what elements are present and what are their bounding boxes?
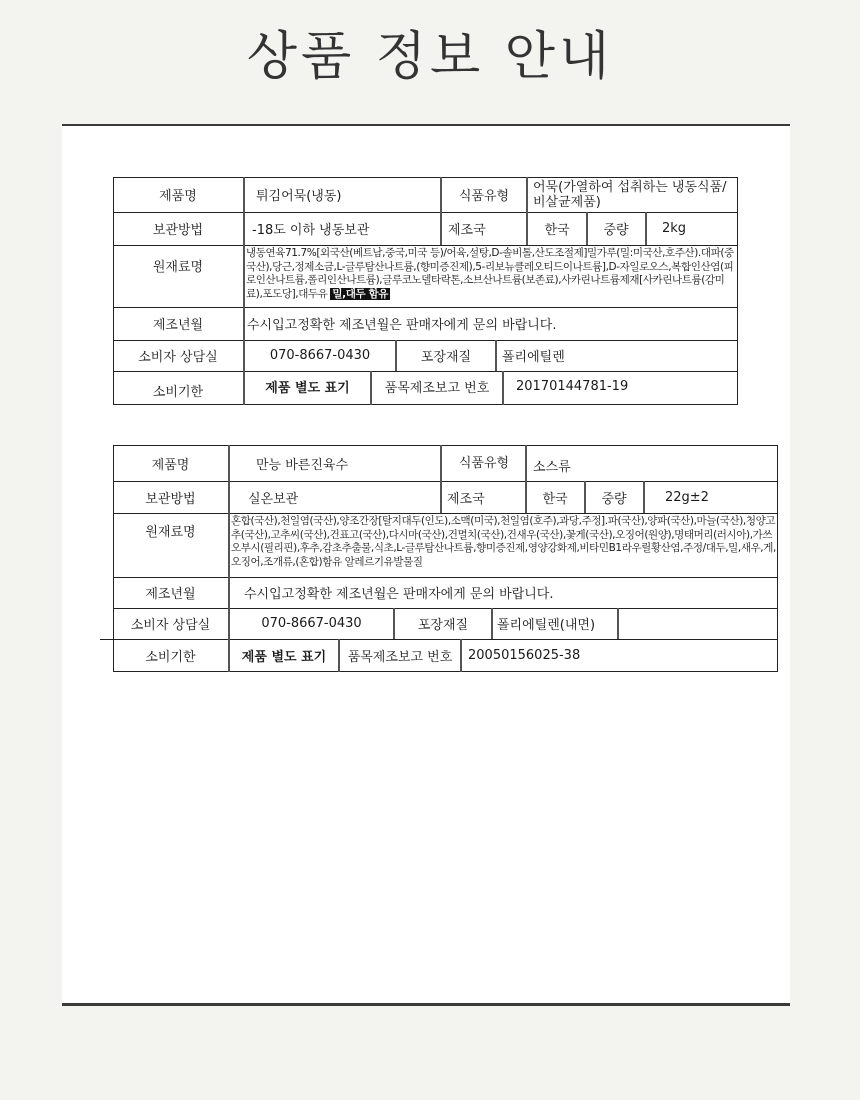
ingredients-text: 냉동연육71.7%[외국산(베트남,중국,미국 등)/어육,설탕,D-솔비톨,산도조절제]밀가루(밀:미국산,호주산).대파(중국산),당근,정제소금,L-글루탐산나트륨,(향미증진제),5-리보뉴클레오티드이나트륨],D-자일로오스,복합인산염(피로인산나트륨,폴리인산나트륨),글루코노델타락톤,소브산나트륨(보존료),사카린나트륨제재[사카린나트륨(감미료),포도당],대두유 — [246, 247, 734, 300]
value-expiry: 제품 별도 표기 — [265, 380, 350, 396]
label-origin-country: 제조국 — [447, 491, 485, 507]
label-consumer-center: 소비자 상담실 — [138, 350, 218, 365]
label-report-no: 품목제조보고 번호 — [384, 380, 490, 396]
value-product-name: 만능 바른진육수 — [256, 457, 349, 473]
label-product-name: 제품명 — [159, 189, 197, 204]
label-weight: 중량 — [601, 491, 627, 507]
label-food-type: 식품유형 — [458, 455, 510, 471]
label-origin-country: 제조국 — [448, 223, 486, 238]
label-expiry: 소비기한 — [152, 384, 204, 400]
value-origin-country: 한국 — [542, 491, 568, 507]
label-product-name: 제품명 — [151, 457, 190, 473]
value-weight: 22g±2 — [665, 489, 709, 505]
value-product-name: 튀김어묵(냉동) — [256, 189, 342, 204]
value-food-type: 소스류 — [533, 459, 571, 475]
label-ingredients: 원재료명 — [145, 524, 196, 540]
label-consumer-center: 소비자 상담실 — [130, 618, 211, 633]
value-report-no: 20050156025-38 — [468, 648, 581, 663]
label-storage: 보관방법 — [145, 491, 196, 507]
value-origin-country: 한국 — [544, 223, 570, 238]
value-ingredients — [246, 247, 736, 307]
label-mfg-date: 제조년월 — [145, 587, 196, 602]
value-expiry: 제품 별도 표기 — [241, 650, 327, 665]
label-packaging: 포장재질 — [420, 350, 472, 365]
value-consumer-center: 070-8667-0430 — [261, 616, 362, 631]
label-ingredients: 원재료명 — [152, 259, 204, 275]
label-expiry: 소비기한 — [145, 650, 196, 665]
value-weight: 2kg — [662, 221, 687, 236]
value-mfg-date: 수시입고정확한 제조년월은 판매자에게 문의 바랍니다. — [244, 587, 554, 602]
label-report-no: 품목제조보고 번호 — [347, 650, 453, 665]
value-food-type: 어묵(가열하여 섭취하는 냉동식품/비살균제품) — [533, 179, 727, 210]
label-packaging: 포장재질 — [417, 618, 469, 633]
value-packaging: 폴리에틸렌 — [502, 350, 565, 365]
label-food-type: 식품유형 — [458, 189, 510, 204]
page-title: 상품 정보 안내 — [246, 27, 614, 87]
value-packaging: 폴리에틸렌(내면) — [497, 618, 596, 633]
value-report-no: 20170144781-19 — [516, 378, 629, 394]
label-weight: 중량 — [603, 223, 629, 238]
label-storage: 보관방법 — [152, 223, 204, 238]
value-mfg-date: 수시입고정확한 제조년월은 판매자에게 문의 바랍니다. — [247, 318, 557, 333]
value-ingredients: 혼합(국산),천일염(국산),양조간장[탈지대두(인도),소맥(미국),천일염(호주),과당,주정].파(국산),양파(국산),마늘(국산),청양고추(국산),고추씨(국산),건표고(국산),다시마(국산),건멸치(국산),건새우(국산),꽃게(국산),오징어(원양),명태머리(러시아),가쓰오부시(필리핀),후추,감초추출물,식초,L-글루탐산나트륨,향미증진제,영양강화제,비타민B1라우릴황산염,주정/대두,밀,새우,게,오징어,조개류,(혼합)함유 알레르기유발물질 — [231, 515, 776, 568]
value-storage: -18도 이하 냉동보관 — [252, 223, 370, 238]
value-consumer-center: 070-8667-0430 — [269, 348, 371, 363]
label-mfg-date: 제조년월 — [152, 318, 204, 333]
allergen-badge: 밀,대두 함유 — [332, 287, 388, 300]
value-storage: 실온보관 — [248, 491, 299, 507]
